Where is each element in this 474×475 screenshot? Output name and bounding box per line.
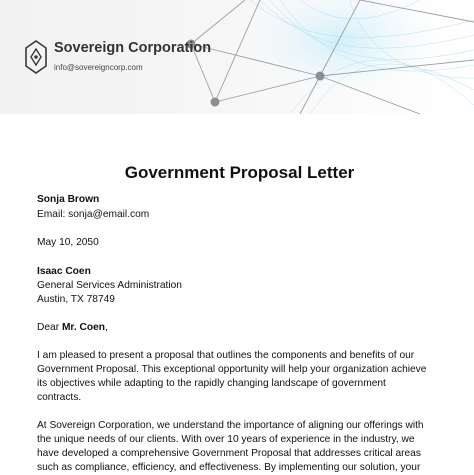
recipient-organization: General Services Administration <box>37 280 182 291</box>
letter-date: May 10, 2050 <box>37 237 99 248</box>
paragraph-line: contracts. <box>37 392 82 403</box>
paragraph-line: the unique needs of our clients. With over 10 years of experience in the industry, we <box>37 434 415 445</box>
salutation <box>37 321 108 334</box>
sender-email-line <box>37 208 149 221</box>
salutation-prefix: Dear <box>37 322 60 333</box>
recipient-address: Austin, TX 78749 <box>37 294 115 305</box>
paragraph-line: its objectives while adapting to the rapidly changing landscape of government <box>37 378 386 389</box>
salutation-suffix: , <box>104 322 108 333</box>
letter-title: Government Proposal Letter <box>124 163 355 182</box>
paragraph-line: I am pleased to present a proposal that outlines the components and benefits of our <box>37 350 415 361</box>
sender-name: Sonja Brown <box>37 194 100 205</box>
body-paragraph-1 <box>37 349 437 405</box>
letterhead-banner <box>0 0 474 114</box>
paragraph-line: such as compliance, efficiency, and effectiveness. By implementing our solution, your <box>37 462 421 473</box>
paragraph-line: have developed a comprehensive Government Proposal that addresses critical areas <box>37 448 421 459</box>
company-email: info@sovereigncorp.com <box>54 63 143 72</box>
company-name: Sovereign Corporation <box>54 40 212 56</box>
sender-email-label: Email: <box>37 209 66 220</box>
paragraph-line: At Sovereign Corporation, we understand the importance of aligning our offerings with <box>37 420 424 431</box>
recipient-name: Isaac Coen <box>37 266 91 277</box>
paragraph-line: Government Proposal. This exceptional opportunity will help your organization achieve <box>37 364 427 375</box>
company-logo-icon <box>24 40 48 74</box>
network-graphic <box>0 0 474 114</box>
body-paragraph-2 <box>37 419 437 475</box>
sender-email: sonja@email.com <box>68 209 150 220</box>
salutation-name: Mr. Coen <box>61 322 105 333</box>
